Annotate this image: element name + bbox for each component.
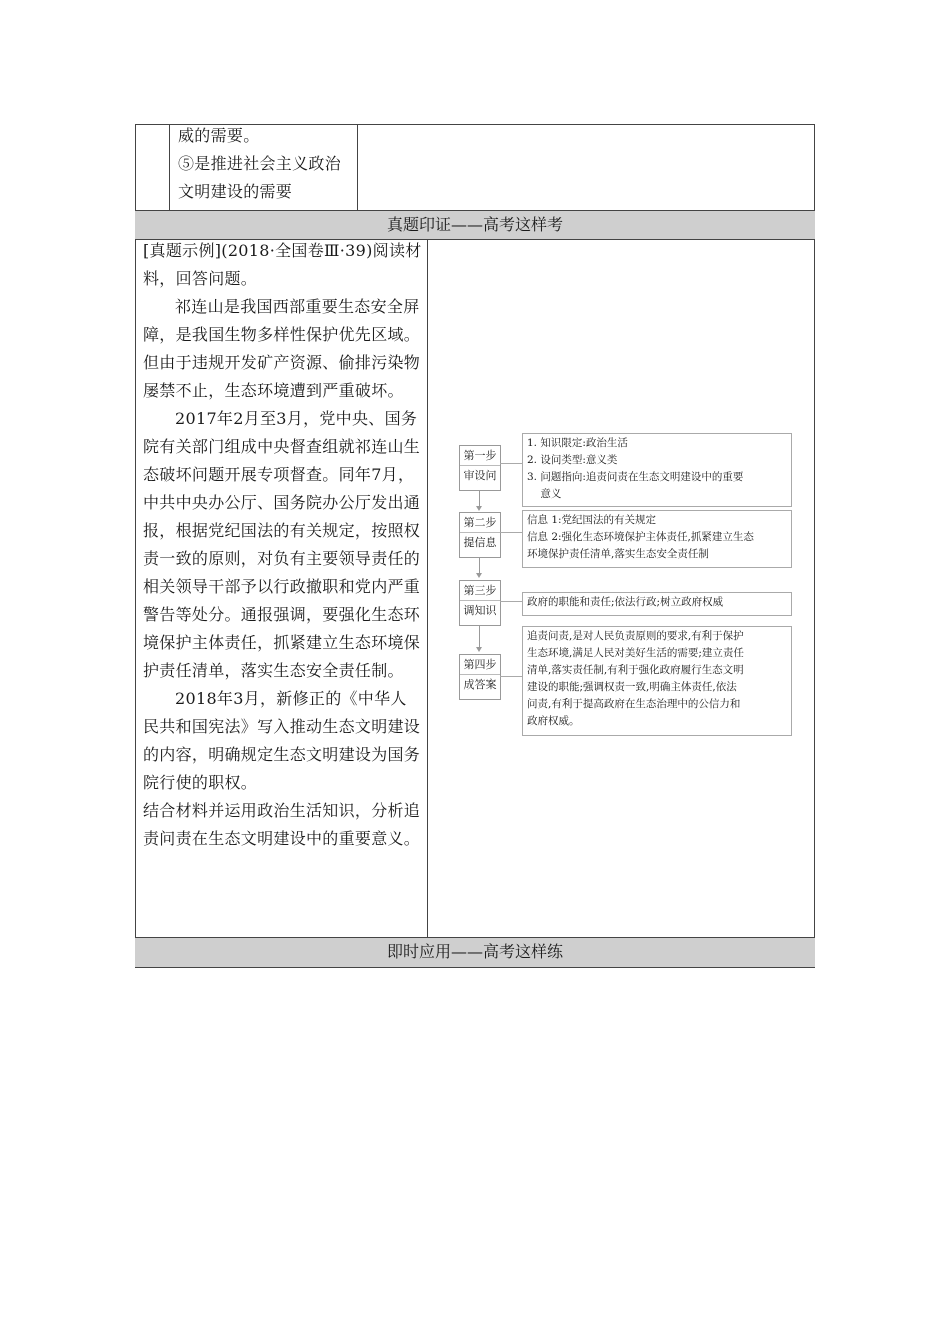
step-4-line-1: 追责问责,是对人民负责原则的要求,有利于保护 (527, 630, 744, 642)
section-band-exam (135, 210, 815, 240)
question-text (143, 237, 422, 853)
step-1-line-4: 意义 (527, 488, 562, 500)
arrow-down-icon (479, 491, 480, 507)
step-1-line-3: 3. 问题指向:追责问责在生态文明建设中的重要 (527, 471, 744, 483)
step-1-action: 审设问 (460, 465, 500, 485)
top-cell-line-1: 威的需要。 (178, 126, 260, 145)
step-4-info-box (522, 626, 792, 736)
top-cell-line-3: 文明建设的需要 (178, 182, 293, 201)
step-4-line-4: 建设的职能;强调权责一致,明确主体责任,依法 (527, 681, 737, 693)
step-1-info-box (522, 433, 792, 507)
step-2-line-1: 信息 1:党纪国法的有关规定 (527, 514, 657, 526)
step-4-line-2: 生态环境,满足人民对美好生活的需要;建立责任 (527, 647, 744, 659)
material-paragraph-2: 2017年2月至3月，党中央、国务院有关部门组成中央督查组就祁连山生态破坏问题开展专项督查。同年7月，中共中央办公厅、国务院办公厅发出通报，根据党纪国法的有关规定，按照权责一致的原则，对负有主要领导责任的相关领导干部予以行政撤职和党内严重警告等处分。通报强调，要强化生态环境保护主体责任，抓紧建立生态环境保护责任清单，落实生态安全责任制。 (143, 409, 421, 680)
section-band-practice-label: 即时应用——高考这样练 (386, 942, 563, 961)
step-1-connector (500, 463, 522, 464)
step-2-title: 第二步 (463, 516, 497, 529)
arrow-down-icon (479, 626, 480, 648)
step-4-box (459, 654, 501, 700)
step-2-action: 提信息 (460, 532, 500, 552)
section-band-practice (135, 937, 815, 968)
step-4-line-3: 清单,落实责任制,有利于强化政府履行生态文明 (527, 664, 744, 676)
step-1-line-1: 1. 知识限定:政治生活 (527, 437, 628, 449)
step-3-info-box (522, 592, 792, 616)
question-intro: [真题示例](2018·全国卷Ⅲ·39)阅读材料，回答问题。 (143, 241, 422, 288)
step-4-title: 第四步 (463, 658, 497, 671)
top-cell-line-2: ⑤是推进社会主义政治 (178, 154, 342, 173)
section-band-exam-label: 真题印证——高考这样考 (386, 215, 563, 234)
top-col-divider-1 (169, 124, 170, 210)
step-3-connector (500, 601, 522, 602)
step-1-title: 第一步 (463, 449, 497, 462)
step-3-box (459, 580, 501, 626)
step-3-action: 调知识 (460, 600, 500, 620)
step-3-title: 第三步 (463, 584, 497, 597)
top-cell-text (178, 122, 356, 206)
step-2-line-2: 信息 2:强化生态环境保护主体责任,抓紧建立生态 (527, 531, 754, 543)
solution-flow-diagram (428, 240, 814, 937)
table-right-border (814, 124, 815, 968)
step-1-line-2: 2. 设问类型:意义类 (527, 454, 618, 466)
arrow-down-icon (479, 558, 480, 574)
material-paragraph-1: 祁连山是我国西部重要生态安全屏障，是我国生物多样性保护优先区域。但由于违规开发矿产资源、偷排污染物屡禁不止，生态环境遭到严重破坏。 (143, 297, 421, 400)
step-1-box (459, 445, 501, 491)
step-4-line-6: 政府权威。 (527, 715, 580, 727)
step-4-connector (500, 676, 522, 677)
table-left-border (135, 124, 136, 968)
step-2-connector (500, 532, 522, 533)
top-col-divider-2 (357, 124, 358, 210)
step-2-info-box (522, 510, 792, 568)
step-2-box (459, 512, 501, 558)
question-ask: 结合材料并运用政治生活知识，分析追责问责在生态文明建设中的重要意义。 (143, 801, 421, 848)
material-paragraph-3: 2018年3月，新修正的《中华人民共和国宪法》写入推动生态文明建设的内容，明确规定生态文明建设为国务院行使的职权。 (143, 689, 421, 792)
step-4-action: 成答案 (460, 674, 500, 694)
step-2-line-3: 环境保护责任清单,落实生态安全责任制 (527, 548, 709, 560)
step-4-line-5: 问责,有利于提高政府在生态治理中的公信力和 (527, 698, 741, 710)
step-3-line-1: 政府的职能和责任;依法行政;树立政府权威 (527, 596, 724, 608)
